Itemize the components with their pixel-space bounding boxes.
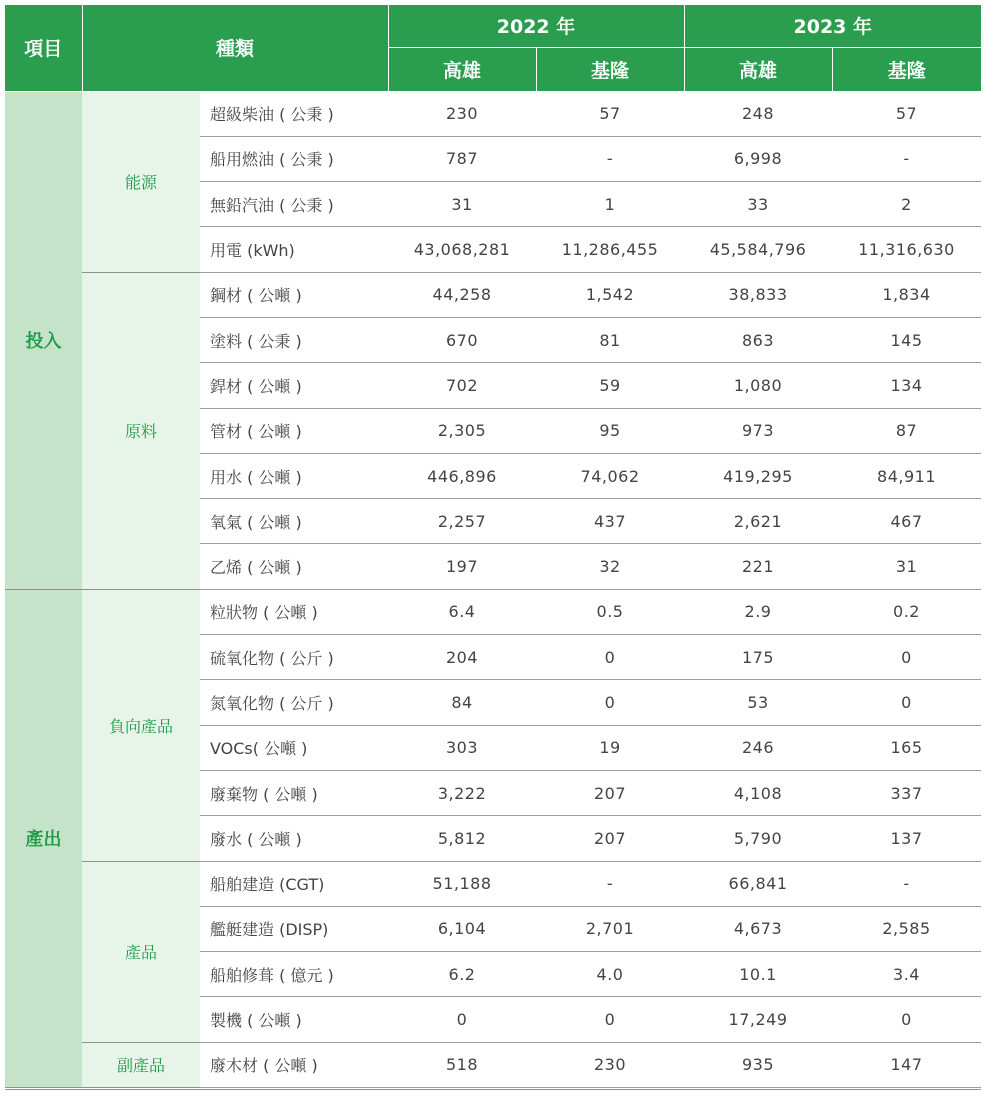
value-cell: 1	[536, 182, 684, 227]
value-cell: 10.1	[684, 952, 832, 997]
value-cell: -	[832, 861, 981, 906]
table-body	[5, 91, 981, 1088]
value-cell: 19	[536, 725, 684, 770]
value-cell: 4,108	[684, 770, 832, 815]
value-cell: 935	[684, 1042, 832, 1087]
value-cell: 32	[536, 544, 684, 589]
value-cell: 0	[832, 680, 981, 725]
row-label: 船舶建造 (CGT)	[200, 861, 388, 906]
value-cell: 2.9	[684, 589, 832, 634]
value-cell: 84	[388, 680, 536, 725]
row-label: 無鉛汽油 ( 公秉 )	[200, 182, 388, 227]
table-row	[5, 1042, 981, 1087]
value-cell: 147	[832, 1042, 981, 1087]
value-cell: 51,188	[388, 861, 536, 906]
row-label: 氧氣 ( 公噸 )	[200, 499, 388, 544]
value-cell: 66,841	[684, 861, 832, 906]
group-label: 負向產品	[82, 589, 200, 861]
value-cell: 87	[832, 408, 981, 453]
row-label: 用水 ( 公噸 )	[200, 453, 388, 498]
value-cell: 5,790	[684, 816, 832, 861]
header-item: 項目	[5, 5, 82, 91]
group-label: 副產品	[82, 1042, 200, 1087]
row-label: 廢棄物 ( 公噸 )	[200, 770, 388, 815]
value-cell: 670	[388, 317, 536, 362]
row-label: 廢木材 ( 公噸 )	[200, 1042, 388, 1087]
group-label: 原料	[82, 272, 200, 589]
value-cell: 2	[832, 182, 981, 227]
value-cell: 246	[684, 725, 832, 770]
value-cell: 31	[832, 544, 981, 589]
value-cell: 0	[832, 635, 981, 680]
value-cell: 4.0	[536, 952, 684, 997]
value-cell: 17,249	[684, 997, 832, 1042]
row-label: 粒狀物 ( 公噸 )	[200, 589, 388, 634]
value-cell: 74,062	[536, 453, 684, 498]
value-cell: 303	[388, 725, 536, 770]
value-cell: 84,911	[832, 453, 981, 498]
value-cell: 973	[684, 408, 832, 453]
row-label: 船舶修葺 ( 億元 )	[200, 952, 388, 997]
value-cell: 137	[832, 816, 981, 861]
header-location: 高雄	[388, 47, 536, 91]
data-table	[5, 5, 981, 1088]
value-cell: 165	[832, 725, 981, 770]
value-cell: 3,222	[388, 770, 536, 815]
value-cell: 59	[536, 363, 684, 408]
value-cell: 4,673	[684, 906, 832, 951]
value-cell: 81	[536, 317, 684, 362]
value-cell: 446,896	[388, 453, 536, 498]
value-cell: 134	[832, 363, 981, 408]
value-cell: 207	[536, 770, 684, 815]
value-cell: 45,584,796	[684, 227, 832, 272]
value-cell: 53	[684, 680, 832, 725]
row-label: VOCs( 公噸 )	[200, 725, 388, 770]
header-location: 基隆	[536, 47, 684, 91]
value-cell: 175	[684, 635, 832, 680]
value-cell: 0.5	[536, 589, 684, 634]
value-cell: -	[536, 136, 684, 181]
value-cell: 3.4	[832, 952, 981, 997]
row-label: 硫氧化物 ( 公斤 )	[200, 635, 388, 680]
header-year-2022: 2022 年	[388, 5, 684, 47]
row-label: 氮氧化物 ( 公斤 )	[200, 680, 388, 725]
value-cell: 43,068,281	[388, 227, 536, 272]
row-label: 製機 ( 公噸 )	[200, 997, 388, 1042]
table-row	[5, 589, 981, 634]
value-cell: 95	[536, 408, 684, 453]
value-cell: 38,833	[684, 272, 832, 317]
value-cell: 467	[832, 499, 981, 544]
value-cell: 2,305	[388, 408, 536, 453]
row-label: 管材 ( 公噸 )	[200, 408, 388, 453]
row-label: 艦艇建造 (DISP)	[200, 906, 388, 951]
value-cell: 6.2	[388, 952, 536, 997]
value-cell: 1,542	[536, 272, 684, 317]
value-cell: 2,701	[536, 906, 684, 951]
value-cell: 57	[832, 91, 981, 136]
row-label: 銲材 ( 公噸 )	[200, 363, 388, 408]
table-bottom-rule	[5, 1089, 981, 1090]
value-cell: 0	[536, 680, 684, 725]
value-cell: 702	[388, 363, 536, 408]
value-cell: 6,104	[388, 906, 536, 951]
table-header	[5, 5, 981, 91]
value-cell: 207	[536, 816, 684, 861]
category-label: 產出	[5, 589, 82, 1087]
group-label: 能源	[82, 91, 200, 272]
value-cell: 0	[536, 997, 684, 1042]
value-cell: 419,295	[684, 453, 832, 498]
value-cell: 221	[684, 544, 832, 589]
row-label: 塗料 ( 公秉 )	[200, 317, 388, 362]
table-row	[5, 272, 981, 317]
value-cell: 248	[684, 91, 832, 136]
value-cell: 787	[388, 136, 536, 181]
header-year-2023: 2023 年	[684, 5, 981, 47]
value-cell: 0.2	[832, 589, 981, 634]
group-label: 產品	[82, 861, 200, 1042]
value-cell: 230	[388, 91, 536, 136]
value-cell: 0	[536, 635, 684, 680]
value-cell: 2,585	[832, 906, 981, 951]
value-cell: 57	[536, 91, 684, 136]
value-cell: 437	[536, 499, 684, 544]
category-label: 投入	[5, 91, 82, 589]
value-cell: 11,286,455	[536, 227, 684, 272]
value-cell: 33	[684, 182, 832, 227]
value-cell: 197	[388, 544, 536, 589]
value-cell: 1,834	[832, 272, 981, 317]
row-label: 船用燃油 ( 公秉 )	[200, 136, 388, 181]
value-cell: 2,257	[388, 499, 536, 544]
value-cell: 6.4	[388, 589, 536, 634]
value-cell: 145	[832, 317, 981, 362]
value-cell: -	[832, 136, 981, 181]
row-label: 廢水 ( 公噸 )	[200, 816, 388, 861]
value-cell: -	[536, 861, 684, 906]
value-cell: 44,258	[388, 272, 536, 317]
header-type: 種類	[82, 5, 388, 91]
value-cell: 31	[388, 182, 536, 227]
value-cell: 204	[388, 635, 536, 680]
table-row	[5, 861, 981, 906]
value-cell: 337	[832, 770, 981, 815]
value-cell: 230	[536, 1042, 684, 1087]
value-cell: 863	[684, 317, 832, 362]
value-cell: 6,998	[684, 136, 832, 181]
row-label: 乙烯 ( 公噸 )	[200, 544, 388, 589]
header-location: 基隆	[832, 47, 981, 91]
value-cell: 2,621	[684, 499, 832, 544]
value-cell: 518	[388, 1042, 536, 1087]
row-label: 鋼材 ( 公噸 )	[200, 272, 388, 317]
header-location: 高雄	[684, 47, 832, 91]
table-row	[5, 91, 981, 136]
row-label: 超級柴油 ( 公秉 )	[200, 91, 388, 136]
value-cell: 0	[388, 997, 536, 1042]
row-label: 用電 (kWh)	[200, 227, 388, 272]
value-cell: 5,812	[388, 816, 536, 861]
value-cell: 11,316,630	[832, 227, 981, 272]
value-cell: 0	[832, 997, 981, 1042]
value-cell: 1,080	[684, 363, 832, 408]
